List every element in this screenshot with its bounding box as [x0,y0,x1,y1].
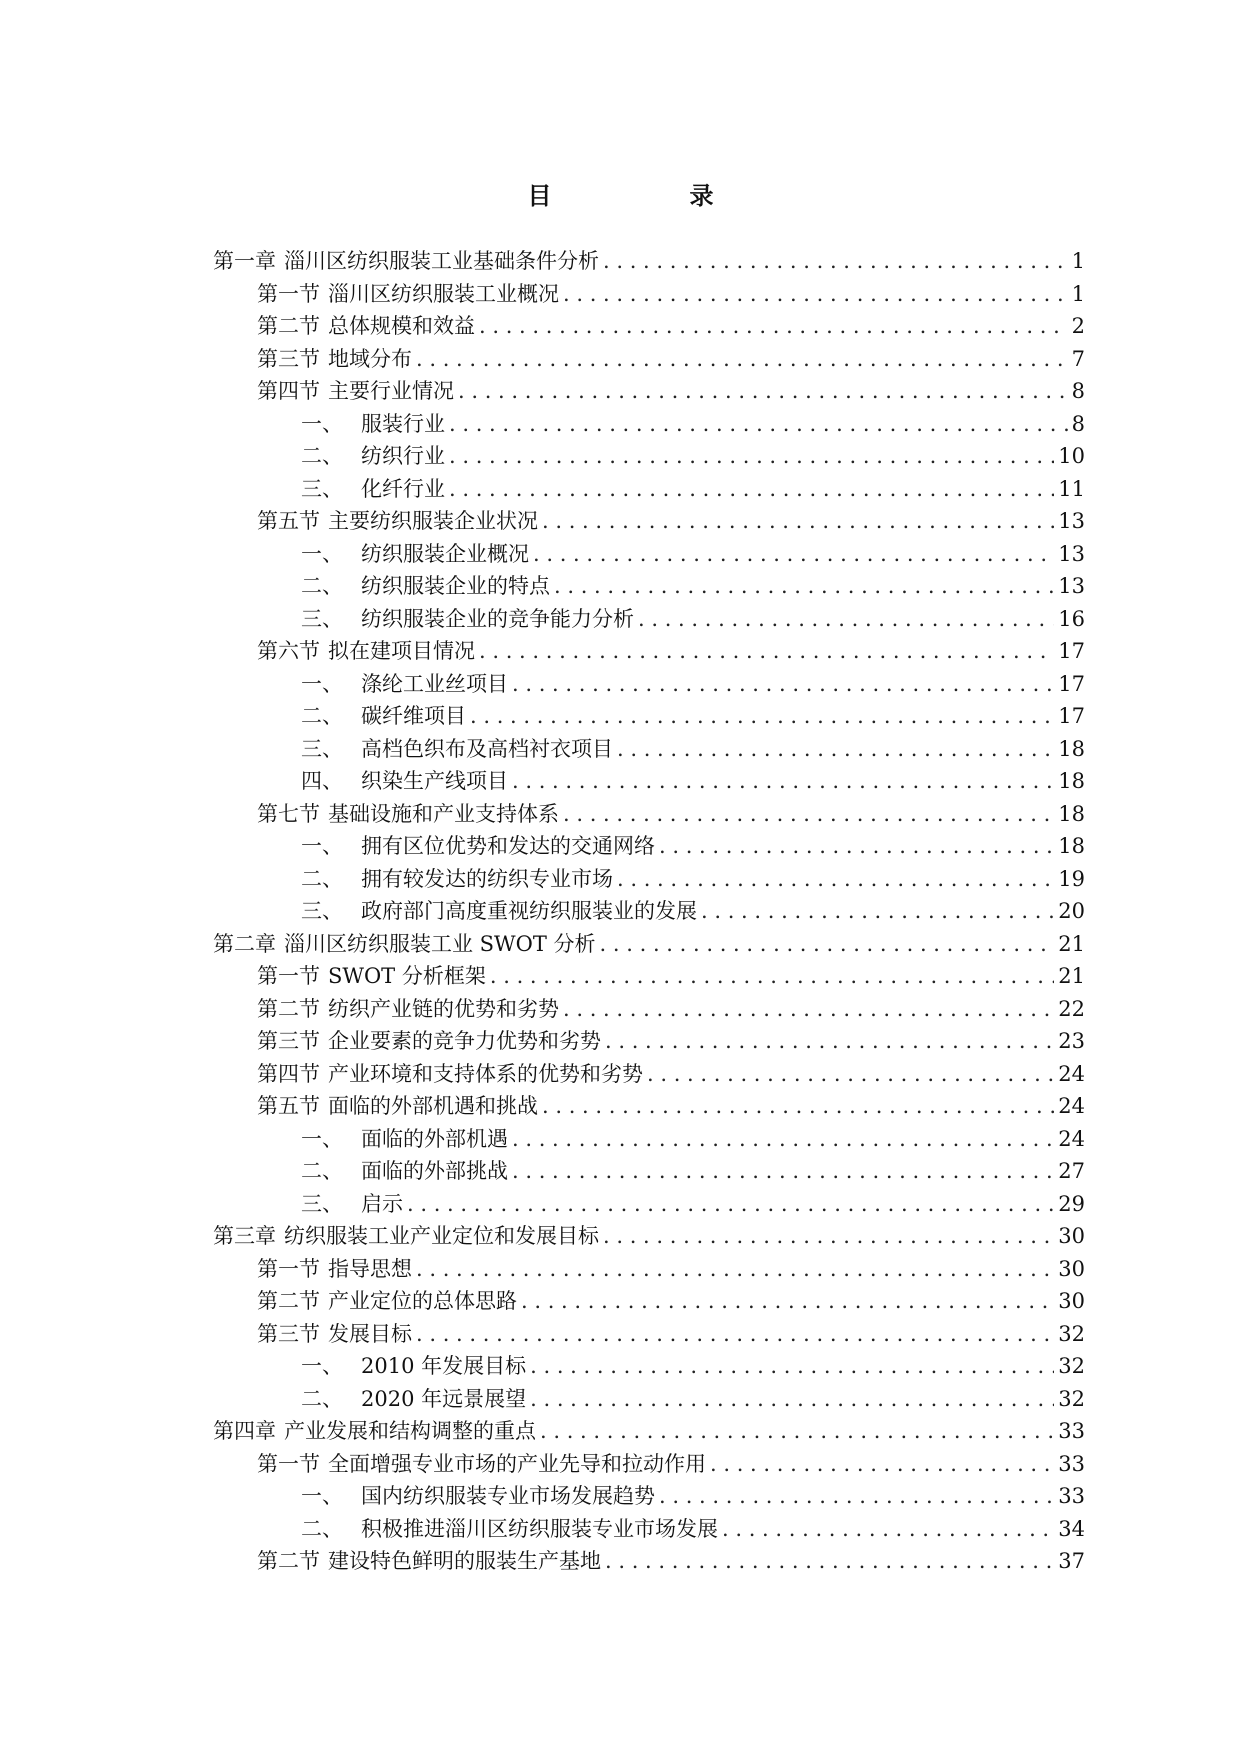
dot-leader [710,1448,1054,1481]
dot-leader [617,733,1054,766]
toc-entry-title: 纺织服装工业产业定位和发展目标 [284,1224,599,1248]
toc-entry-number: 二、 [301,1386,343,1411]
dot-leader [542,505,1054,538]
toc-entry-label [213,928,596,961]
toc-entry-title: 建设特色鲜明的服装生产基地 [328,1549,601,1573]
toc-entry-title: 总体规模和效益 [328,314,475,338]
toc-page-number: 37 [1058,1549,1085,1573]
toc-entry-label [213,245,599,278]
toc-entry-number: 第二节 [257,1289,320,1313]
toc-entry[interactable] [213,895,1085,928]
toc-page-number: 8 [1071,411,1085,436]
toc-entry-label [301,538,529,571]
toc-entry-title: 纺织服装企业概况 [361,541,529,566]
dot-leader [540,1415,1054,1448]
toc-entry-title: 2020 年远景展望 [361,1386,527,1411]
toc-page-number: 33 [1058,1484,1085,1508]
toc-entry[interactable] [213,960,1085,993]
toc-entry-number: 三、 [301,899,343,923]
toc-entry-label [257,343,412,376]
toc-entry[interactable] [213,1415,1085,1448]
toc-entry[interactable] [213,1090,1085,1123]
toc-entry-number: 一、 [301,541,343,566]
toc-entry-title: 积极推进淄川区纺织服装专业市场发展 [361,1516,718,1541]
toc-entry-label [257,1285,517,1318]
toc-entry[interactable] [213,538,1085,571]
toc-entry-number: 三、 [301,1191,343,1216]
toc-entry[interactable] [213,1318,1085,1351]
toc-page-number: 27 [1058,1159,1085,1183]
toc-entry-label [301,1350,526,1383]
toc-entry-title: 纺织产业链的优势和劣势 [328,996,559,1021]
toc-entry-label [257,375,454,408]
dot-leader [563,278,1068,311]
toc-page-number: 29 [1058,1191,1085,1216]
toc-entry-label [301,1155,508,1188]
toc-entry-number: 第二节 [257,996,320,1021]
dot-leader [449,440,1054,473]
dot-leader [701,895,1054,928]
toc-page-number: 24 [1058,1061,1085,1086]
toc-entry[interactable] [213,700,1085,733]
toc-page-number: 1 [1071,281,1085,306]
toc-page-number: 13 [1058,574,1085,598]
toc-page-number: 24 [1058,1094,1085,1118]
dot-leader [533,538,1054,571]
toc-entry[interactable] [213,603,1085,636]
toc-entry-label [257,1058,643,1091]
toc-entry[interactable] [213,765,1085,798]
toc-entry[interactable] [213,1123,1085,1156]
dot-leader [605,1025,1054,1058]
dot-leader [617,863,1054,896]
toc-page-number: 34 [1058,1516,1085,1541]
toc-entry-label [257,635,475,668]
toc-entry[interactable] [213,570,1085,603]
toc-entry-label [257,798,559,831]
dot-leader [416,1318,1054,1351]
toc-entry[interactable] [213,1253,1085,1286]
toc-entry-number: 第三节 [257,346,320,371]
toc-entry[interactable] [213,1545,1085,1578]
dot-leader [512,765,1054,798]
toc-entry-label [257,1025,601,1058]
toc-page-number: 32 [1058,1354,1085,1378]
toc-entry[interactable] [213,1285,1085,1318]
toc-entry-title: 面临的外部机遇和挑战 [328,1094,538,1118]
toc-page-number: 17 [1058,704,1085,728]
toc-page-number: 17 [1058,639,1085,663]
dot-leader [470,700,1054,733]
toc-entry-number: 二、 [301,574,343,598]
toc-entry-title: 面临的外部机遇 [361,1126,508,1151]
toc-entry-label [301,895,697,928]
toc-entry-label [301,603,634,636]
toc-page-number: 24 [1058,1126,1085,1151]
toc-entry-title: 纺织行业 [361,444,445,468]
toc-entry[interactable] [213,928,1085,961]
dot-leader [554,570,1054,603]
toc-entry[interactable] [213,733,1085,766]
toc-entry-label [301,863,613,896]
toc-entry-number: 第一节 [257,964,320,988]
toc-entry-label [257,1448,706,1481]
toc-entry-number: 二、 [301,444,343,468]
dot-leader [530,1350,1054,1383]
toc-entry-number: 第四节 [257,379,320,403]
toc-entry[interactable] [213,408,1085,441]
toc-page-number: 18 [1058,834,1085,858]
dot-leader [659,830,1054,863]
toc-entry-number: 第七节 [257,801,320,826]
toc-page-number: 20 [1058,899,1085,923]
toc-entry-number: 二、 [301,704,343,728]
toc-page-number: 22 [1058,996,1085,1021]
toc-entry-label [301,765,508,798]
toc-entry-title: 产业环境和支持体系的优势和劣势 [328,1061,643,1086]
toc-page-number: 30 [1058,1256,1085,1281]
toc-entry-number: 第二节 [257,314,320,338]
toc-entry-label [301,440,445,473]
toc-entry[interactable] [213,1513,1085,1546]
toc-entry-number: 第三节 [257,1321,320,1346]
dot-leader [600,928,1055,961]
toc-entry-title: 产业定位的总体思路 [328,1289,517,1313]
toc-entry-number: 三、 [301,606,343,631]
dot-leader [458,375,1068,408]
toc-entry-title: 碳纤维项目 [361,704,466,728]
toc-entry-label [213,1220,599,1253]
dot-leader [542,1090,1054,1123]
toc-entry-number: 第一节 [257,281,320,306]
dot-leader [722,1513,1054,1546]
toc-entry-number: 第一节 [257,1451,320,1476]
toc-entry-title: 面临的外部挑战 [361,1159,508,1183]
toc-entry-number: 第五节 [257,509,320,533]
toc-entry[interactable] [213,830,1085,863]
toc-entry[interactable] [213,343,1085,376]
toc-entry-title: 基础设施和产业支持体系 [328,801,559,826]
toc-page-number: 32 [1058,1321,1085,1346]
toc-entry-number: 一、 [301,1354,343,1378]
toc-page-number: 17 [1058,671,1085,696]
toc-entry-label [301,1383,526,1416]
toc-page-number: 33 [1058,1419,1085,1443]
dot-leader [449,473,1054,506]
toc-entry-title: 国内纺织服装专业市场发展趋势 [361,1484,655,1508]
toc-entry-title: 纺织服装企业的特点 [361,574,550,598]
toc-entry[interactable] [213,1480,1085,1513]
toc-entry[interactable] [213,1058,1085,1091]
toc-page-number: 18 [1058,736,1085,761]
toc-entry-label [301,1123,508,1156]
toc-entry-number: 一、 [301,1484,343,1508]
toc-entry-number: 第三节 [257,1029,320,1053]
dot-leader [512,668,1054,701]
toc-entry-label [301,830,655,863]
toc-entry-title: 产业发展和结构调整的重点 [284,1419,536,1443]
toc-entry-label [301,700,466,733]
toc-entry-label [257,1318,412,1351]
toc-entry-number: 第五节 [257,1094,320,1118]
toc-entry-label [301,1188,403,1221]
dot-leader [512,1155,1054,1188]
toc-entry-title: 发展目标 [328,1321,412,1346]
toc-entry-title: 主要纺织服装企业状况 [328,509,538,533]
toc-entry[interactable] [213,863,1085,896]
toc-page-number: 1 [1071,249,1085,273]
dot-leader [530,1383,1054,1416]
toc-entry-number: 二、 [301,866,343,891]
dot-leader [563,798,1054,831]
dot-leader [603,1220,1054,1253]
toc-entry-number: 四、 [301,769,343,793]
toc-entry-title: 企业要素的竞争力优势和劣势 [328,1029,601,1053]
toc-entry[interactable] [213,1025,1085,1058]
toc-entry-label [301,668,508,701]
toc-entry-label [257,278,559,311]
toc-entry-title: 全面增强专业市场的产业先导和拉动作用 [328,1451,706,1476]
toc-entry[interactable] [213,1383,1085,1416]
toc-entry-title: 指导思想 [328,1256,412,1281]
toc-page-number: 30 [1058,1289,1085,1313]
toc-page-number: 8 [1071,379,1085,403]
toc-entry-label [257,960,486,993]
dot-leader [605,1545,1054,1578]
page-title: 目 录 [527,181,744,210]
dot-leader [603,245,1068,278]
toc-page-number: 13 [1058,541,1085,566]
toc-page-number: 11 [1058,476,1085,501]
dot-leader [647,1058,1054,1091]
toc-entry-number: 一、 [301,671,343,696]
toc-entry-number: 第六节 [257,639,320,663]
dot-leader [490,960,1054,993]
toc-entry-title: 地域分布 [328,346,412,371]
dot-leader [563,993,1054,1026]
toc-entry-title: 主要行业情况 [328,379,454,403]
toc-entry[interactable] [213,473,1085,506]
toc-page-number: 10 [1058,444,1085,468]
toc-entry[interactable] [213,1188,1085,1221]
toc-entry-title: 政府部门高度重视纺织服装业的发展 [361,899,697,923]
toc-entry-title: 淄川区纺织服装工业概况 [328,281,559,306]
dot-leader [416,343,1068,376]
toc-page-number: 18 [1058,769,1085,793]
toc-entry-label [257,1253,412,1286]
toc-entry-label [257,1090,538,1123]
toc-page-number: 16 [1058,606,1085,631]
toc-entry[interactable] [213,278,1085,311]
dot-leader [638,603,1054,636]
dot-leader [407,1188,1054,1221]
toc-entry-number: 第一章 [213,249,276,273]
toc-entry[interactable] [213,310,1085,343]
toc-page-number: 23 [1058,1029,1085,1053]
toc-entry-label [301,473,445,506]
dot-leader [521,1285,1054,1318]
toc-entry-title: 拥有较发达的纺织专业市场 [361,866,613,891]
dot-leader [416,1253,1054,1286]
toc-entry-number: 二、 [301,1516,343,1541]
toc-entry[interactable] [213,993,1085,1026]
toc-entry-number: 第三章 [213,1224,276,1248]
toc-entry-label [257,1545,601,1578]
toc-entry-title: 启示 [361,1191,403,1216]
toc-entry[interactable] [213,798,1085,831]
toc-entry-number: 第四节 [257,1061,320,1086]
toc-entry-title: 拥有区位优势和发达的交通网络 [361,834,655,858]
toc-entry[interactable] [213,440,1085,473]
toc-page-number: 32 [1058,1386,1085,1411]
toc-entry-number: 三、 [301,736,343,761]
toc-entry-number: 三、 [301,476,343,501]
toc-entry[interactable] [213,1448,1085,1481]
toc-entry[interactable] [213,375,1085,408]
dot-leader [659,1480,1054,1513]
toc-entry[interactable] [213,1220,1085,1253]
toc-entry-number: 第四章 [213,1419,276,1443]
toc-entry[interactable] [213,505,1085,538]
toc-entry-title: 服装行业 [361,411,445,436]
toc-entry-number: 一、 [301,411,343,436]
toc-page-number: 33 [1058,1451,1085,1476]
toc-page-number: 30 [1058,1224,1085,1248]
dot-leader [479,310,1068,343]
toc-entry-label [257,310,475,343]
toc-entry-label [301,733,613,766]
toc-entry-number: 第一节 [257,1256,320,1281]
table-of-contents [213,245,1085,1578]
dot-leader [479,635,1054,668]
toc-entry-title: SWOT 分析框架 [328,964,486,988]
toc-entry-title: 纺织服装企业的竞争能力分析 [361,606,634,631]
toc-page-number: 13 [1058,509,1085,533]
toc-entry[interactable] [213,1350,1085,1383]
toc-entry-title: 淄川区纺织服装工业基础条件分析 [284,249,599,273]
toc-entry-title: 拟在建项目情况 [328,639,475,663]
toc-entry-number: 一、 [301,834,343,858]
toc-entry-number: 一、 [301,1126,343,1151]
toc-entry-label [301,408,445,441]
toc-entry[interactable] [213,668,1085,701]
toc-entry-title: 涤纶工业丝项目 [361,671,508,696]
toc-entry-title: 2010 年发展目标 [361,1354,527,1378]
toc-page-number: 18 [1058,801,1085,826]
toc-entry[interactable] [213,635,1085,668]
toc-entry-number: 第二章 [213,931,276,956]
toc-entry-label [213,1415,536,1448]
toc-entry-label [301,1513,718,1546]
toc-entry-number: 第二节 [257,1549,320,1573]
toc-entry-label [257,505,538,538]
dot-leader [449,408,1068,441]
toc-page-number: 21 [1058,964,1085,988]
dot-leader [512,1123,1054,1156]
toc-entry-label [257,993,559,1026]
toc-entry-title: 淄川区纺织服装工业 SWOT 分析 [284,931,596,956]
toc-page-number: 21 [1058,931,1085,956]
toc-entry-title: 织染生产线项目 [361,769,508,793]
toc-entry-number: 二、 [301,1159,343,1183]
toc-entry-title: 高档色织布及高档衬衣项目 [361,736,613,761]
toc-entry[interactable] [213,1155,1085,1188]
toc-entry-title: 化纤行业 [361,476,445,501]
toc-page-number: 7 [1071,346,1085,371]
toc-entry-label [301,570,550,603]
toc-page-number: 19 [1058,866,1085,891]
toc-entry[interactable] [213,245,1085,278]
toc-entry-label [301,1480,655,1513]
toc-page-number: 2 [1071,314,1085,338]
